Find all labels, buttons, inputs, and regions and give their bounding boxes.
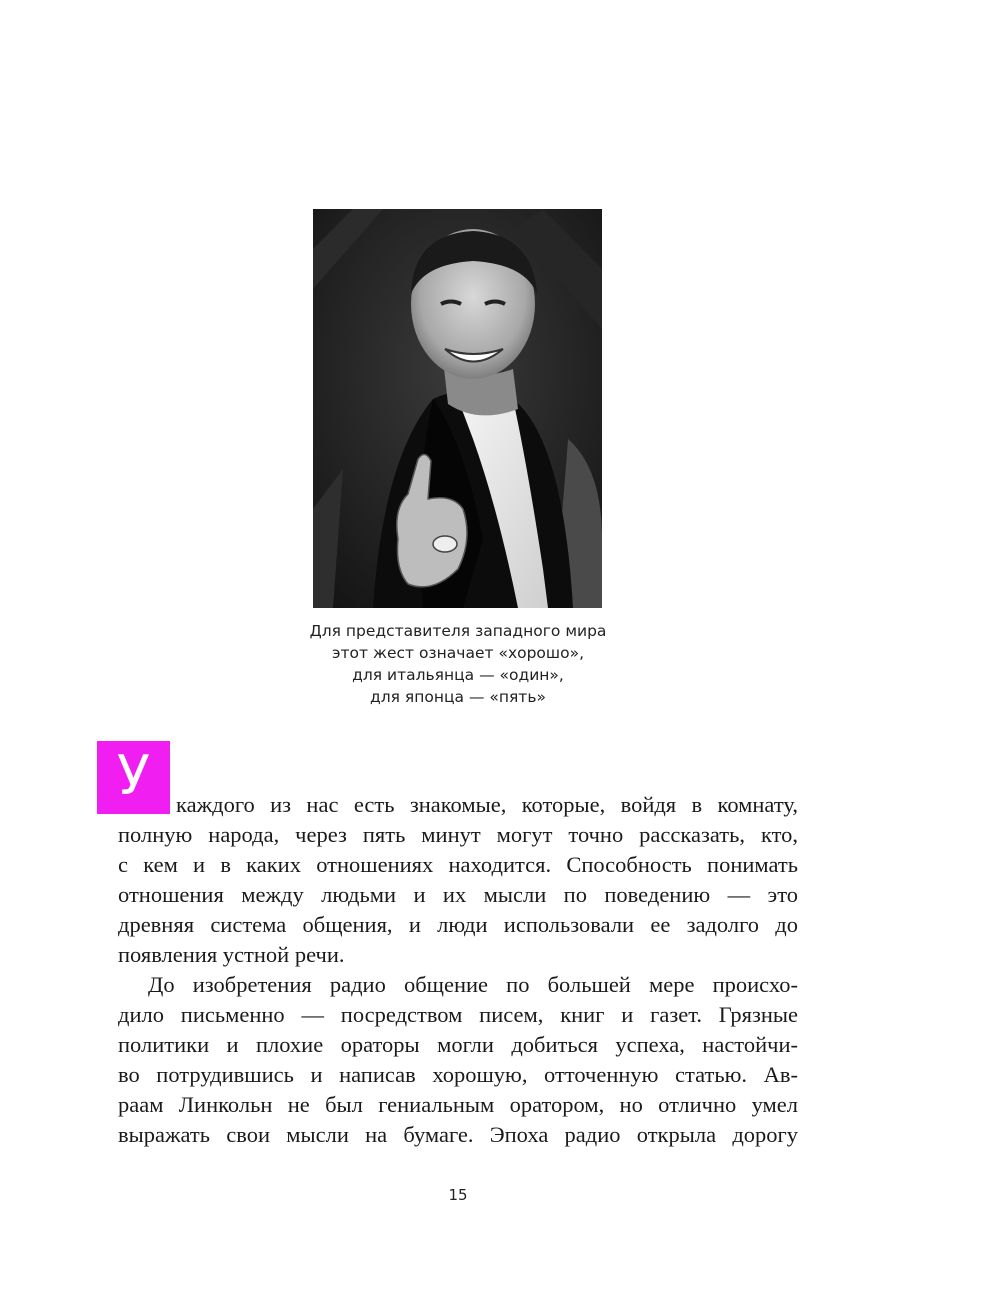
paragraph-line: До изобретения радио общение по большей мере происхо- xyxy=(148,972,798,997)
paragraph-line: раам Линкольн не был гениальным оратором, но отлично умел xyxy=(118,1092,798,1117)
person-thumbs-up-photo xyxy=(313,209,602,608)
drop-cap: У xyxy=(97,741,170,814)
paragraph-line: древняя система общения, и люди использовали ее задолго до xyxy=(118,912,798,937)
caption-line: Для представителя западного мира xyxy=(309,622,607,640)
paragraph-line: появления устной речи. xyxy=(118,942,345,967)
photo-caption xyxy=(200,620,716,708)
caption-line: этот жест означает «хорошо», xyxy=(332,644,584,662)
paragraph-line: каждого из нас есть знакомые, которые, войдя в комнату, xyxy=(176,792,798,817)
paragraph-line: отношения между людьми и их мысли по поведению — это xyxy=(118,882,798,907)
caption-line: для японца — «пять» xyxy=(370,688,546,706)
page-number: 15 xyxy=(448,1186,468,1204)
photo xyxy=(313,209,602,608)
paragraph-line: во потрудившись и написав хорошую, отточенную статью. Ав- xyxy=(118,1062,798,1087)
paragraph-line: полную народа, через пять минут могут точно рассказать, кто, xyxy=(118,822,798,847)
paragraph-line: политики и плохие ораторы могли добиться успеха, настойчи- xyxy=(118,1032,798,1057)
paragraph-line: выражать свои мысли на бумаге. Эпоха радио открыла дорогу xyxy=(118,1122,798,1147)
caption-line: для итальянца — «один», xyxy=(352,666,564,684)
paragraph-line: дило письменно — посредством писем, книг и газет. Грязные xyxy=(118,1002,798,1027)
paragraph-line: с кем и в каких отношениях находится. Способность понимать xyxy=(118,852,798,877)
